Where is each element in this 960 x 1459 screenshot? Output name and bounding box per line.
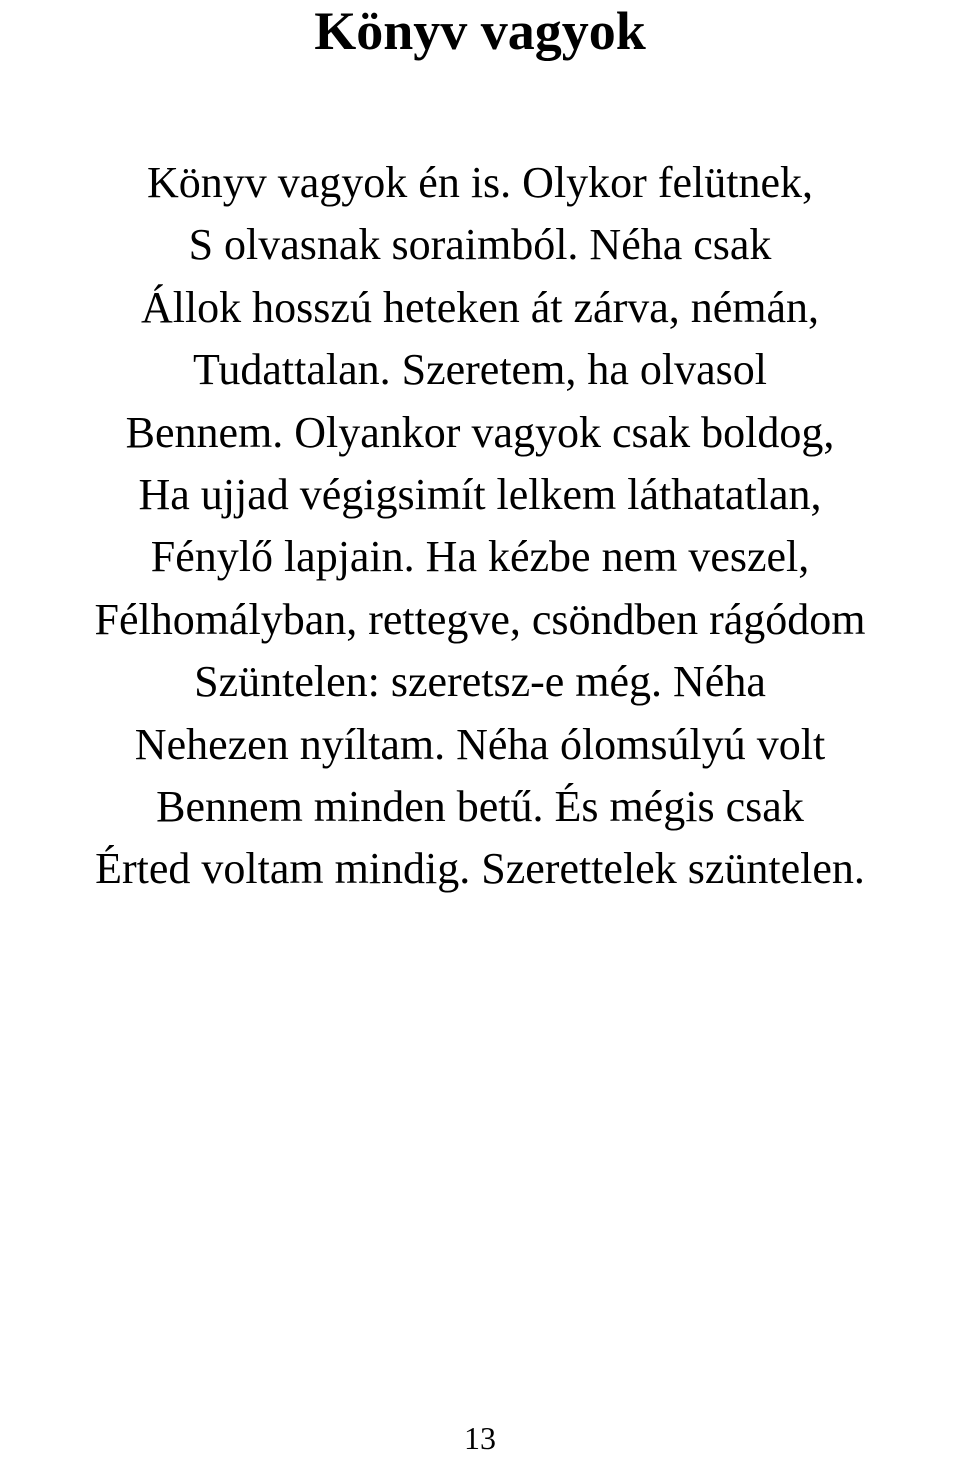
poem-line: S olvasnak soraimból. Néha csak [188,220,772,270]
poem-line: Bennem minden betű. És mégis csak [156,782,804,832]
poem-body [0,152,960,901]
poem-line: Tudattalan. Szeretem, ha olvasol [193,345,767,395]
poem-line: Érted voltam mindig. Szerettelek szüntelen. [95,844,865,894]
poem-line: Könyv vagyok én is. Olykor felütnek, [147,158,813,207]
poem-title: Könyv vagyok [314,1,646,61]
page-number: 13 [464,1420,496,1456]
poem-line: Bennem. Olyankor vagyok csak boldog, [125,407,835,457]
poem-line: Félhomályban, rettegve, csöndben rágódom [94,594,866,644]
poem-line: Ha ujjad végigsimít lelkem láthatatlan, [138,470,822,520]
poem-line: Állok hosszú heteken át zárva, némán, [140,282,820,332]
poem-line: Fénylő lapjain. Ha kézbe nem veszel, [150,532,810,582]
poem-line: Nehezen nyíltam. Néha ólomsúlyú volt [134,719,826,769]
poem-line: Szüntelen: szeretsz-e még. Néha [194,657,766,707]
